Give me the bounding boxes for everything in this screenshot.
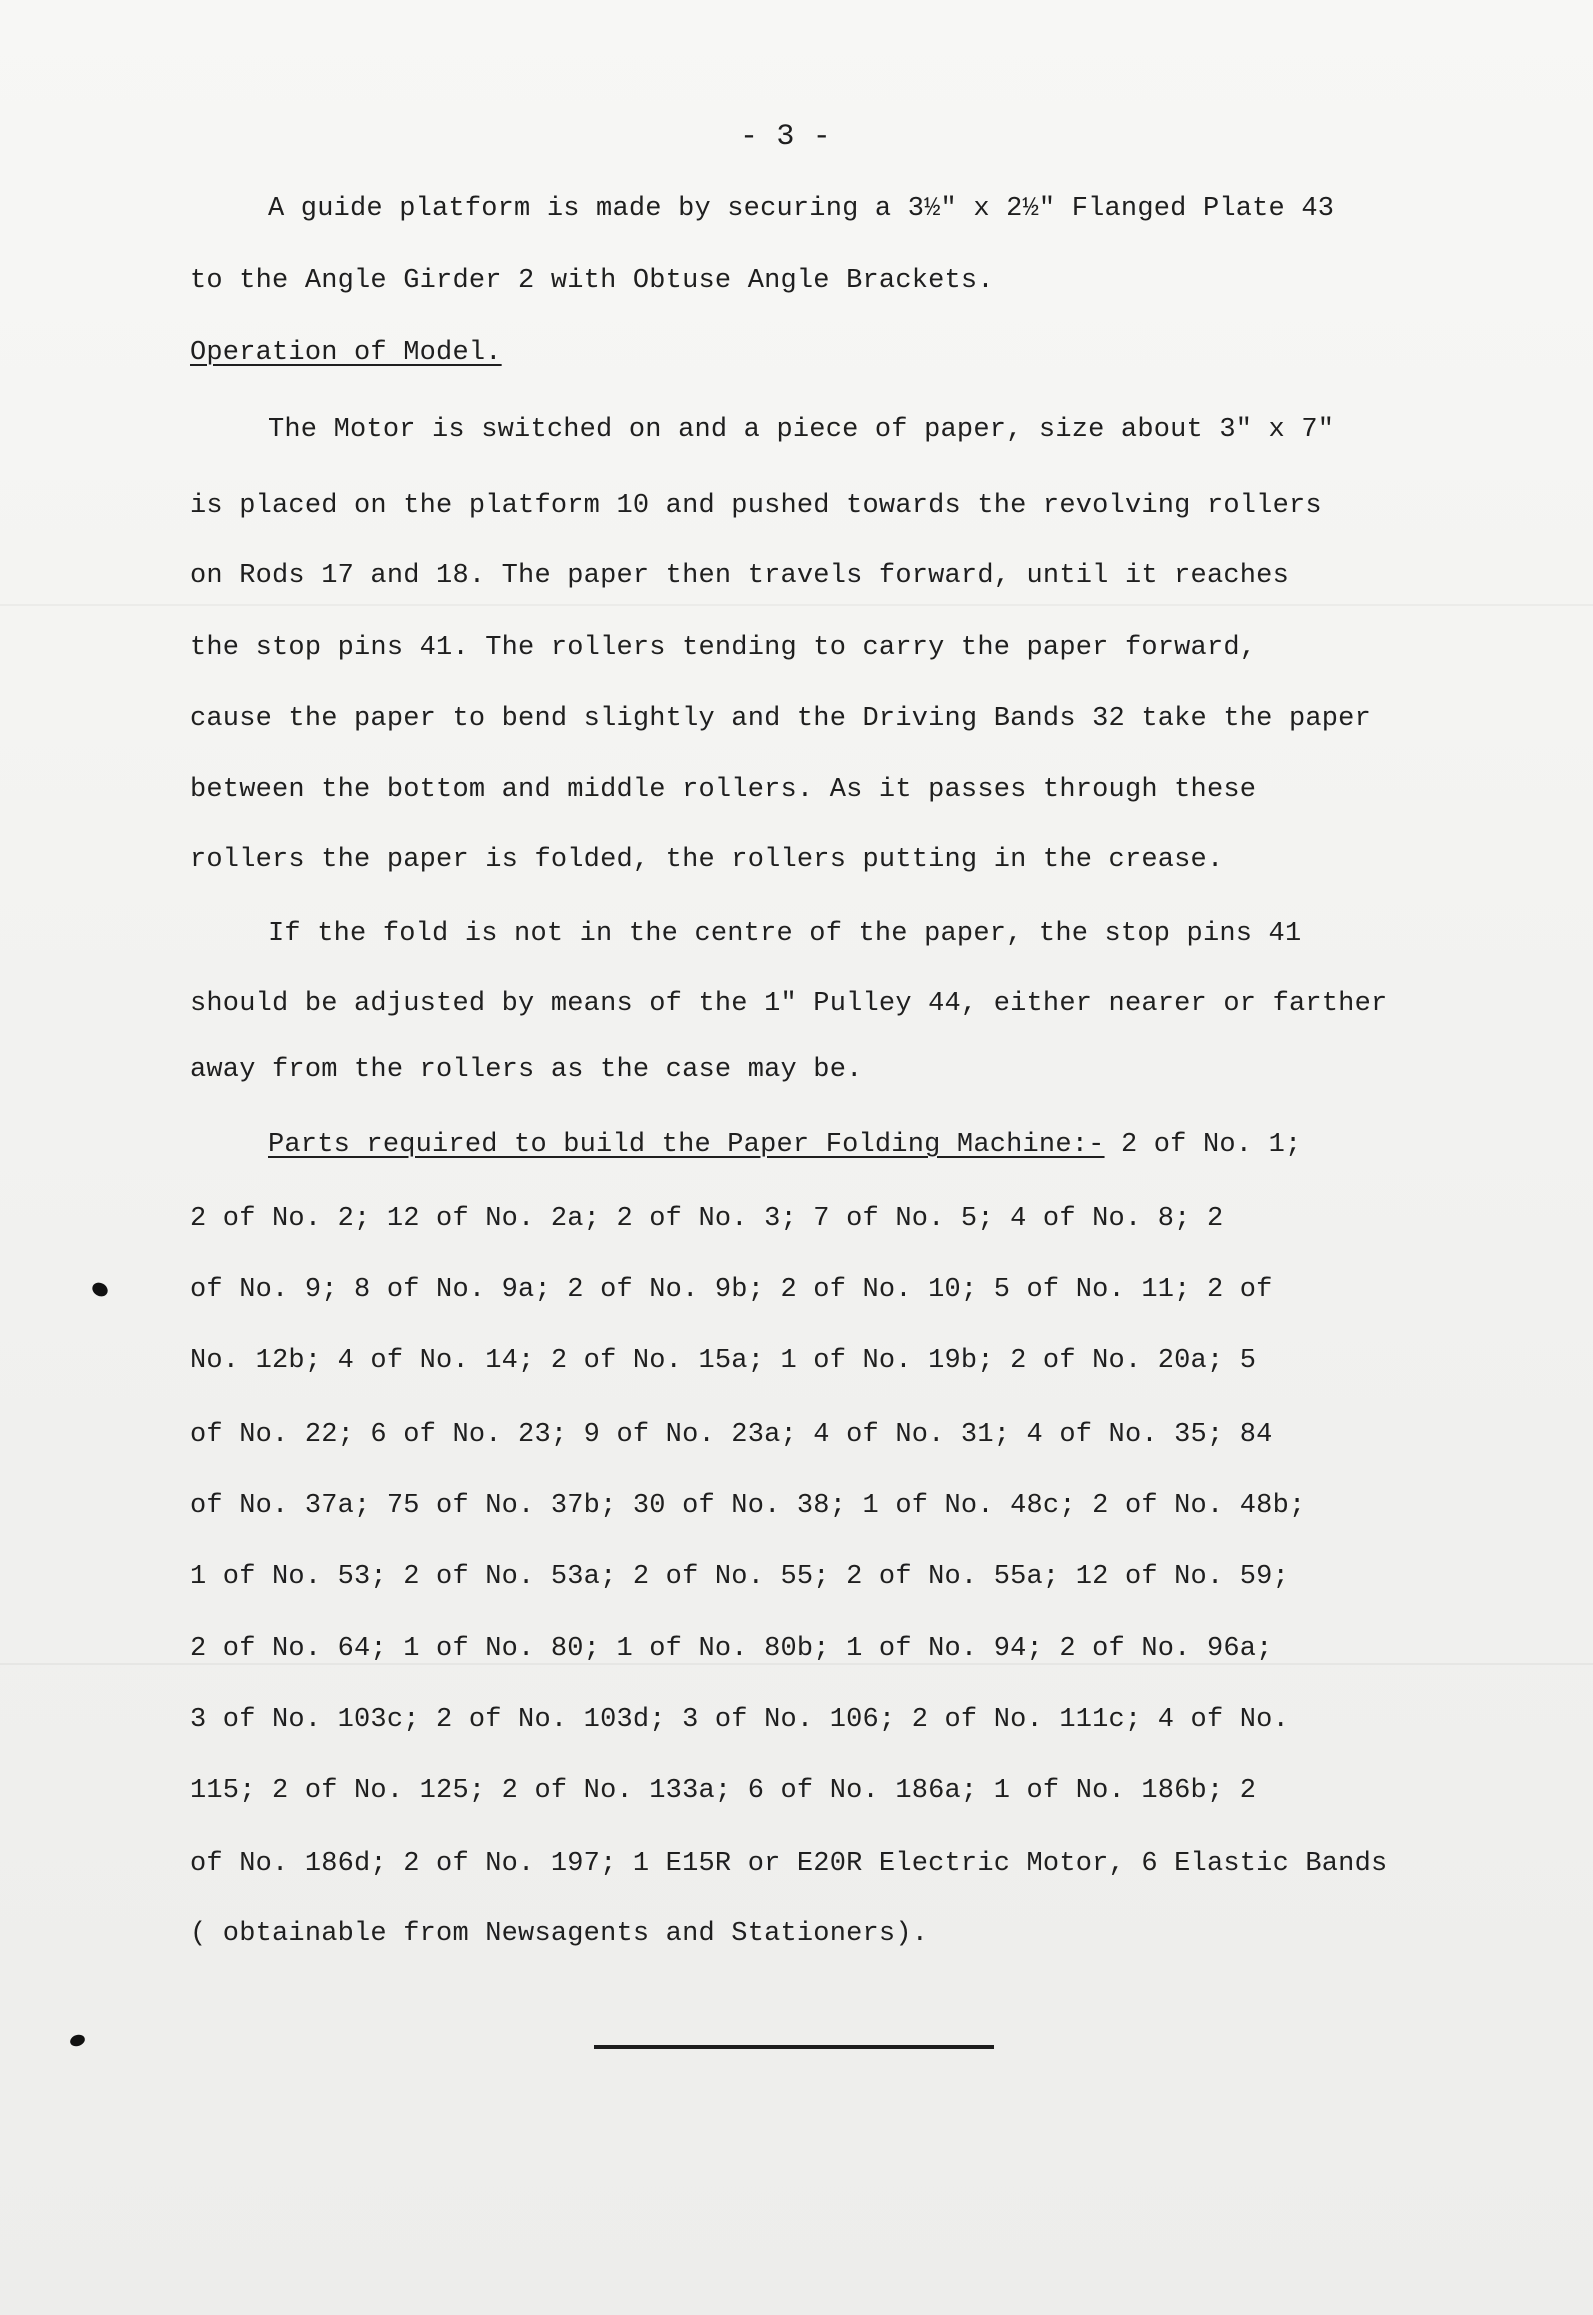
paragraph-2-line-2: is placed on the platform 10 and pushed towards the revolving rollers (190, 491, 1322, 521)
parts-list-line-11: ( obtainable from Newsagents and Stationers). (190, 1919, 929, 1949)
parts-list-line-5: of No. 37a; 75 of No. 37b; 30 of No. 38; 1 of No. 48c; 2 of No. 48b; (190, 1491, 1306, 1521)
parts-list-line-7: 2 of No. 64; 1 of No. 80; 1 of No. 80b; 1 of No. 94; 2 of No. 96a; (190, 1634, 1273, 1664)
paragraph-3-line-1: If the fold is not in the centre of the paper, the stop pins 41 (268, 919, 1302, 949)
parts-list-line-10: of No. 186d; 2 of No. 197; 1 E15R or E20R Electric Motor, 6 Elastic Bands (190, 1849, 1388, 1879)
parts-list-line-9: 115; 2 of No. 125; 2 of No. 133a; 6 of No. 186a; 1 of No. 186b; 2 (190, 1776, 1257, 1806)
parts-list-line-8: 3 of No. 103c; 2 of No. 103d; 3 of No. 106; 2 of No. 111c; 4 of No. (190, 1705, 1289, 1735)
section-heading: Operation of Model. (190, 338, 502, 368)
parts-list-line-1: 2 of No. 2; 12 of No. 2a; 2 of No. 3; 7 of No. 5; 4 of No. 8; 2 (190, 1204, 1224, 1234)
paragraph-2-line-3: on Rods 17 and 18. The paper then travels forward, until it reaches (190, 561, 1289, 591)
parts-list-line-2: of No. 9; 8 of No. 9a; 2 of No. 9b; 2 of No. 10; 5 of No. 11; 2 of (190, 1275, 1273, 1305)
parts-list-line-4: of No. 22; 6 of No. 23; 9 of No. 23a; 4 of No. 31; 4 of No. 35; 84 (190, 1420, 1273, 1450)
paragraph-1-line-1: A guide platform is made by securing a 3½" x 2½" Flanged Plate 43 (268, 194, 1335, 224)
paragraph-2-line-1: The Motor is switched on and a piece of paper, size about 3" x 7" (268, 415, 1335, 445)
paragraph-3-line-2: should be adjusted by means of the 1" Pulley 44, either nearer or farther (190, 989, 1388, 1019)
parts-list-intro (268, 1128, 1301, 1162)
parts-list-line-3: No. 12b; 4 of No. 14; 2 of No. 15a; 1 of No. 19b; 2 of No. 20a; 5 (190, 1346, 1257, 1376)
paragraph-2-line-6: between the bottom and middle rollers. As it passes through these (190, 775, 1257, 805)
parts-list-first-item: 2 of No. 1; (1104, 1130, 1302, 1160)
parts-list-line-6: 1 of No. 53; 2 of No. 53a; 2 of No. 55; 2 of No. 55a; 12 of No. 59; (190, 1562, 1289, 1592)
paragraph-2-line-4: the stop pins 41. The rollers tending to carry the paper forward, (190, 633, 1257, 663)
end-rule (594, 2045, 994, 2049)
page-number: - 3 - (740, 120, 832, 154)
paragraph-1-line-2: to the Angle Girder 2 with Obtuse Angle Brackets. (190, 266, 994, 296)
parts-list-heading: Parts required to build the Paper Folding Machine:- (268, 1130, 1105, 1160)
paragraph-2-line-7: rollers the paper is folded, the rollers putting in the crease. (190, 845, 1224, 875)
paragraph-3-line-3: away from the rollers as the case may be. (190, 1055, 863, 1085)
paragraph-2-line-5: cause the paper to bend slightly and the Driving Bands 32 take the paper (190, 704, 1371, 734)
